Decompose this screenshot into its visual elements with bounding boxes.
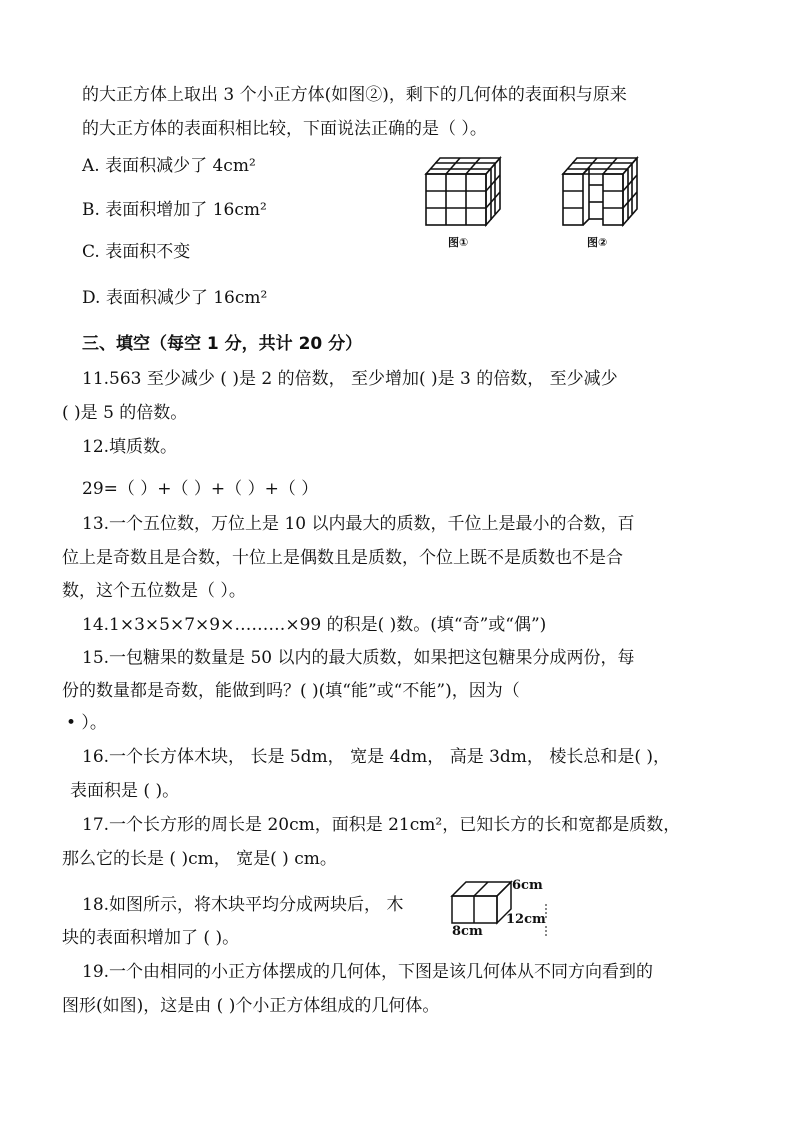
cube-with-gap-drawing — [555, 152, 650, 232]
block-height-label: 6cm — [512, 878, 543, 893]
question-15-line-3: • ）。 — [66, 713, 107, 733]
option-a: A. 表面积减少了 4cm² — [82, 156, 256, 176]
figure-2-caption: 图② — [587, 236, 608, 249]
question-18-line-1: 18.如图所示，将木块平均分成两块后， 木 — [82, 895, 404, 915]
block-depth-label: 12cm — [506, 912, 546, 927]
question-13-line-3: 数，这个五位数是（ ）。 — [62, 581, 246, 601]
question-14: 14.1×3×5×7×9×………×99 的积是( )数。(填“奇”或“偶”) — [82, 615, 547, 635]
text-line-1: 的大正方体上取出 3 个小正方体(如图②)，剩下的几何体的表面积与原来 — [82, 85, 627, 105]
block-length-label: 8cm — [452, 924, 483, 939]
question-13-line-1: 13.一个五位数，万位上是 10 以内最大的质数，千位上是最小的合数，百 — [82, 514, 635, 534]
question-16-line-2: 表面积是 ( )。 — [70, 781, 180, 801]
question-19-line-2: 图形(如图)，这是由 ( )个小正方体组成的几何体。 — [62, 996, 440, 1016]
section-heading: 三、填空（每空 1 分，共计 20 分） — [82, 334, 363, 354]
question-13-line-2: 位上是奇数且是合数，十位上是偶数且是质数，个位上既不是质数也不是合 — [62, 548, 623, 568]
block-figure — [446, 876, 556, 942]
cube-figure-1 — [420, 152, 510, 252]
text-line-2: 的大正方体的表面积相比较，下面说法正确的是（ ）。 — [82, 119, 487, 139]
question-19-line-1: 19.一个由相同的小正方体摆成的几何体，下图是该几何体从不同方向看到的 — [82, 962, 654, 982]
cube-3x3-drawing — [420, 152, 510, 232]
question-12: 12.填质数。 — [82, 437, 178, 457]
option-d: D. 表面积减少了 16cm² — [82, 288, 268, 308]
figure-1-caption: 图① — [448, 236, 469, 249]
question-16-line-1: 16.一个长方体木块， 长是 5dm， 宽是 4dm， 高是 3dm， 棱长总和是( )， — [82, 747, 670, 767]
cube-figure-2 — [555, 152, 650, 252]
question-12-equation: 29=（ ）+（ ）+（ ）+（ ） — [82, 479, 319, 499]
option-b: B. 表面积增加了 16cm² — [82, 200, 267, 220]
question-17-line-1: 17.一个长方形的周长是 20cm，面积是 21cm²，已知长方的长和宽都是质数， — [82, 815, 681, 835]
question-11-line-1: 11.563 至少减少 ( )是 2 的倍数， 至少增加( )是 3 的倍数， 至少减少 — [82, 369, 618, 389]
question-15-line-2: 份的数量都是奇数，能做到吗？( )(填“能”或“不能”)，因为（ — [62, 681, 520, 701]
question-11-line-2: ( )是 5 的倍数。 — [62, 403, 188, 423]
question-15-line-1: 15.一包糖果的数量是 50 以内的最大质数，如果把这包糖果分成两份，每 — [82, 648, 635, 668]
question-17-line-2: 那么它的长是 ( )cm， 宽是( ) cm。 — [62, 849, 337, 869]
option-c: C. 表面积不变 — [82, 242, 191, 262]
question-18-line-2: 块的表面积增加了 ( )。 — [62, 928, 240, 948]
